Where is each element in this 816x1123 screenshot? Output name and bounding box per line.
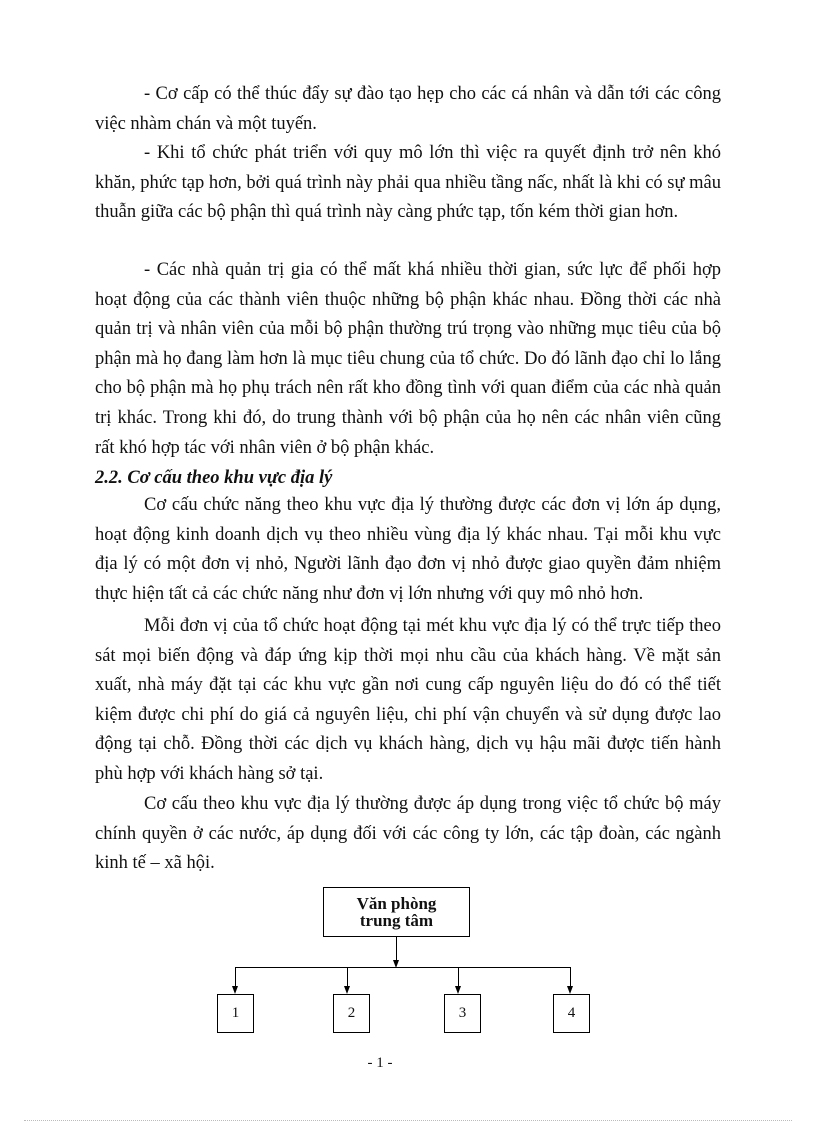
unit-box-2: 2 — [333, 994, 370, 1033]
paragraph-4: Cơ cấu chức năng theo khu vực địa lý thường được các đơn vị lớn áp dụng, hoạt động kinh doanh dịch vụ theo nhiều vùng địa lý khác nhau. Tại mỗi khu vực địa lý có một đơn vị nhỏ, Người lãnh đạo đơn vị nhỏ được giao quyền đảm nhiệm thực hiện tất cả các chức năng như đơn vị lớn nhưng với quy mô nhỏ hơn. — [95, 495, 721, 604]
arrow-branch-1 — [232, 986, 238, 994]
arrow-branch-3 — [455, 986, 461, 994]
connector-branch-1 — [235, 967, 236, 986]
paragraph-3: - Các nhà quản trị gia có thể mất khá nhiều thời gian, sức lực để phối hợp hoạt động của các thành viên thuộc những bộ phận khác nhau. Đồng thời các nhà quản trị và nhân viên của mỗi bộ phận thường trú trọng vào những mục tiêu của bộ phận mà họ đang làm hơn là mục tiêu chung của tổ chức. Do đó lãnh đạo chỉ lo lắng cho bộ phận mà họ phụ trách nên rất kho đồng tình với quan điểm của các nhà quản trị khác. Trong khi đó, do trung thành với bộ phận của họ nên các nhân viên cũng rất khó hợp tác với nhân viên ở bộ phận khác. — [95, 260, 721, 458]
paragraph-2: - Khi tổ chức phát triển với quy mô lớn thì việc ra quyết định trở nên khó khăn, phức tạp hơn, bởi quá trình này phải qua nhiều tầng nấc, nhất là khi có sự mâu thuẫn giữa các bộ phận thì quá trình này càng phức tạp, tốn kém thời gian hơn. — [95, 143, 721, 223]
unit-box-3: 3 — [444, 994, 481, 1033]
connector-branch-2 — [347, 967, 348, 986]
arrow-branch-4 — [567, 986, 573, 994]
section-heading: 2.2. Cơ cấu theo khu vực địa lý — [95, 468, 333, 488]
arrow-branch-2 — [344, 986, 350, 994]
unit-box-1: 1 — [217, 994, 254, 1033]
paragraph-6: Cơ cấu theo khu vực địa lý thường được áp dụng trong việc tổ chức bộ máy chính quyền ở các nước, áp dụng đối với các công ty lớn, các tập đoàn, các ngành kinh tế – xã hội. — [95, 794, 721, 874]
central-office-box — [323, 887, 470, 937]
connector-trunk — [396, 937, 397, 960]
paragraph-1: - Cơ cấp có thể thúc đẩy sự đào tạo hẹp cho các cá nhân và dẫn tới các công việc nhàm chán và một tuyến. — [95, 84, 721, 134]
paragraph-5: Mỗi đơn vị của tổ chức hoạt động tại mét khu vực địa lý có thể trực tiếp theo sát mọi biến động và đáp ứng kịp thời mọi nhu cầu của khách hàng. Về mặt sản xuất, nhà máy đặt tại các khu vực gần nơi cung cấp nguyên liệu do đó có thể tiết kiệm được chi phí do giá cả nguyên liệu, chi phí vận chuyển và sử dụng được lao động tại chỗ. Đồng thời các dịch vụ khách hàng, dịch vụ hậu mãi được tiến hành phù hợp với khách hàng sở tại. — [95, 616, 721, 784]
connector-branch-4 — [570, 967, 571, 986]
connector-branch-3 — [458, 967, 459, 986]
central-office-label-line1: Văn phòng — [356, 894, 437, 913]
connector-horizontal — [235, 967, 571, 968]
footer-divider — [24, 1120, 792, 1121]
central-office-label-line2: trung tâm — [359, 911, 434, 930]
page-number: - 1 - — [367, 1055, 393, 1071]
unit-box-4: 4 — [553, 994, 590, 1033]
